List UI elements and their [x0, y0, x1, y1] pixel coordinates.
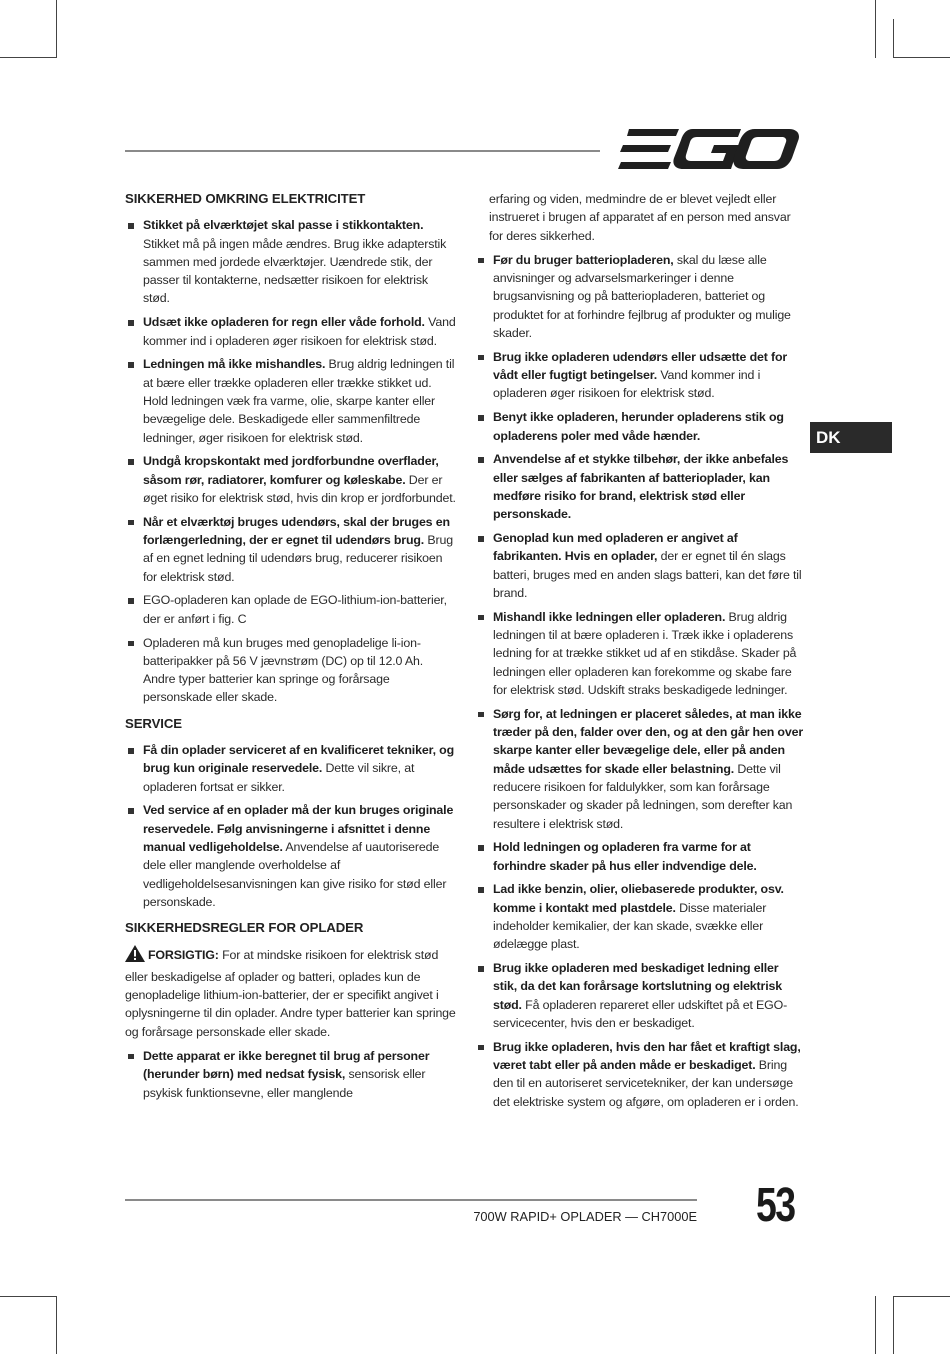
header-rule: [125, 150, 600, 152]
list-item: EGO-opladeren kan oplade de EGO-lithium-ion-batterier, der er anført i fig. C: [125, 591, 457, 628]
list-item: Genoplad kun med opladeren er angivet af fabrikanten. Hvis en oplader, der er egnet til én slags batteri, bruges med en anden slags batteri, kan det føre til brand.: [475, 529, 805, 602]
list-item: Få din oplader serviceret af en kvalificeret tekniker, og brug kun originale reservedele. Dette vil sikre, at opladeren fortsat er sikker.: [125, 741, 457, 796]
crop-mark: [875, 19, 876, 58]
list-item: Lad ikke benzin, olier, oliebaserede produkter, osv. komme i kontakt med plastdele. Disse materialer indeholder kemikalier, der kan skade, svække eller ødelægge plast.: [475, 880, 805, 953]
crop-mark: [0, 57, 57, 58]
electricity-list: [125, 216, 457, 706]
list-item: Stikket på elværktøjet skal passe i stikkontakten. Stikket må på ingen måde ændres. Brug ikke adapterstik sammen med jordede elværktøjer. Uændrede stik, der passer til kontakterne, nedsætter risikoen for elektrisk stød.: [125, 216, 457, 307]
list-item: Benyt ikke opladeren, herunder opladerens stik og opladerens poler med våde hænder.: [475, 408, 805, 445]
right-column: [475, 190, 805, 1116]
crop-mark: [893, 1296, 894, 1354]
list-item: Når et elværktøj bruges udendørs, skal der bruges en forlængerledning, der er egnet til udendørs brug. Brug af en egnet ledning til udendørs brug, reducerer risikoen for elektrisk stød.: [125, 513, 457, 586]
section-heading-electricity: SIKKERHED OMKRING ELEKTRICITET: [125, 191, 366, 206]
list-item: Ved service af en oplader må der kun bruges originale reservedele. Følg anvisningerne i afsnittet i denne manual vedligeholdelse. Anvendelse af uautoriserede dele eller manglende overholdelse af vedligeholdelsesanvisningen kan give risiko for stød eller personskade.: [125, 801, 457, 911]
charger-list-right: [475, 251, 805, 1111]
list-item: Brug ikke opladeren udendørs eller udsætte det for vådt eller fugtigt betingelser. Vand kommer ind i opladeren øger risikoen for elektrisk stød.: [475, 348, 805, 403]
section-heading-service: SERVICE: [125, 715, 182, 731]
crop-mark: [56, 1296, 57, 1354]
crop-mark: [893, 57, 950, 58]
continuation-text: erfaring og viden, medmindre de er blevet vejledt eller instrueret i brugen af apparatet af en person med ansvar for deres sikkerhed.: [489, 192, 791, 243]
list-item: Ledningen må ikke mishandles. Brug aldrig ledningen til at bære eller trække opladeren eller trække stikket ud. Hold ledningen væk fra varme, olie, skarpe kanter eller bevægelige dele. Beskadigede eller sammenfiltrede ledninger, øger risikoen for elektrisk stød.: [125, 355, 457, 446]
crop-mark: [875, 1296, 876, 1354]
charger-list-left: [125, 1047, 457, 1102]
list-item: Hold ledningen og opladeren fra varme for at forhindre skader på hus eller indvendige dele.: [475, 838, 805, 875]
service-list: [125, 741, 457, 911]
footer-title: 700W RAPID+ OPLADER — CH7000E: [473, 1209, 697, 1224]
warning-triangle-icon: [125, 945, 145, 967]
warning-paragraph: FORSIGTIG: For at mindske risikoen for elektrisk stød eller beskadigelse af oplader og batteri, oplades kun de genopladelige lithium-ion-batterier, der er specifikt angivet i oplysningerne til din oplader. Andre typer batterier kan springe og forårsage personskade eller skade.: [125, 945, 457, 1040]
list-item: Undgå kropskontakt med jordforbundne overflader, såsom rør, radiatorer, komfurer og køleskabe. Der er øget risiko for elektrisk stød, hvis din krop er jordforbundet.: [125, 452, 457, 507]
crop-mark: [893, 1296, 950, 1297]
crop-mark: [56, 0, 57, 58]
list-item: Udsæt ikke opladeren for regn eller våde forhold. Vand kommer ind i opladeren øger risikoen for elektrisk stød.: [125, 313, 457, 350]
list-item: Opladeren må kun bruges med genopladelige li-ion-batteripakker på 56 V jævnstrøm (DC) op til 12.0 Ah. Andre typer batterier kan springe og forårsage personskade eller skade.: [125, 634, 457, 707]
crop-mark: [893, 19, 894, 58]
ego-logo: [617, 129, 799, 174]
list-item: Brug ikke opladeren, hvis den har fået et kraftigt slag, været tabt eller på anden måde er beskadiget. Bring den til en autoriseret servicetekniker, der kan undersøge det elektriske system og afgøre, om opladeren er i orden.: [475, 1038, 805, 1111]
list-item: Anvendelse af et stykke tilbehør, der ikke anbefales eller sælges af fabrikanten af batterioplader, kan medføre risiko for brand, elektrisk stød eller personskade.: [475, 450, 805, 523]
left-column: [125, 190, 457, 1107]
list-item: Sørg for, at ledningen er placeret således, at man ikke træder på den, falder over den, og at den går hen over skarpe kanter eller bevægelige dele, eller på anden måde udsættes for skade eller belastning. Dette vil reducere risikoen for faldulykker, som kan forårsage personskader og skader på ledningen, som derefter kan resultere i elektrisk stød.: [475, 705, 805, 833]
footer-rule: [125, 1199, 697, 1201]
list-item: Dette apparat er ikke beregnet til brug af personer (herunder børn) med nedsat fysisk, sensorisk eller psykisk funktionsevne, eller manglende: [125, 1047, 457, 1102]
list-item: Mishandl ikke ledningen eller opladeren. Brug aldrig ledningen til at bære opladeren i. Træk ikke i opladerens ledning for at trække stikket ud af en stikdåse. Skader på ledningen eller opladeren kan forekomme og skabe fare for elektrisk stød. Udskift straks beskadigede ledninger.: [475, 608, 805, 699]
warning-label: FORSIGTIG:: [148, 948, 219, 963]
section-heading-charger: SIKKERHEDSREGLER FOR OPLADER: [125, 920, 364, 936]
page-number: 53: [756, 1179, 795, 1232]
crop-mark: [0, 1296, 57, 1297]
list-item: Brug ikke opladeren med beskadiget ledning eller stik, da det kan forårsage kortslutning og elektrisk stød. Få opladeren repareret eller udskiftet på et EGO-servicecenter, hvis den er beskadiget.: [475, 959, 805, 1032]
list-item: Før du bruger batteriopladeren, skal du læse alle anvisninger og advarselsmarkeringer i denne brugsanvisning og på batteriopladeren, batteriet og produktet for at forhindre fejlbrug af produkter og mulige skader.: [475, 251, 805, 342]
language-tab: DK: [810, 422, 892, 453]
